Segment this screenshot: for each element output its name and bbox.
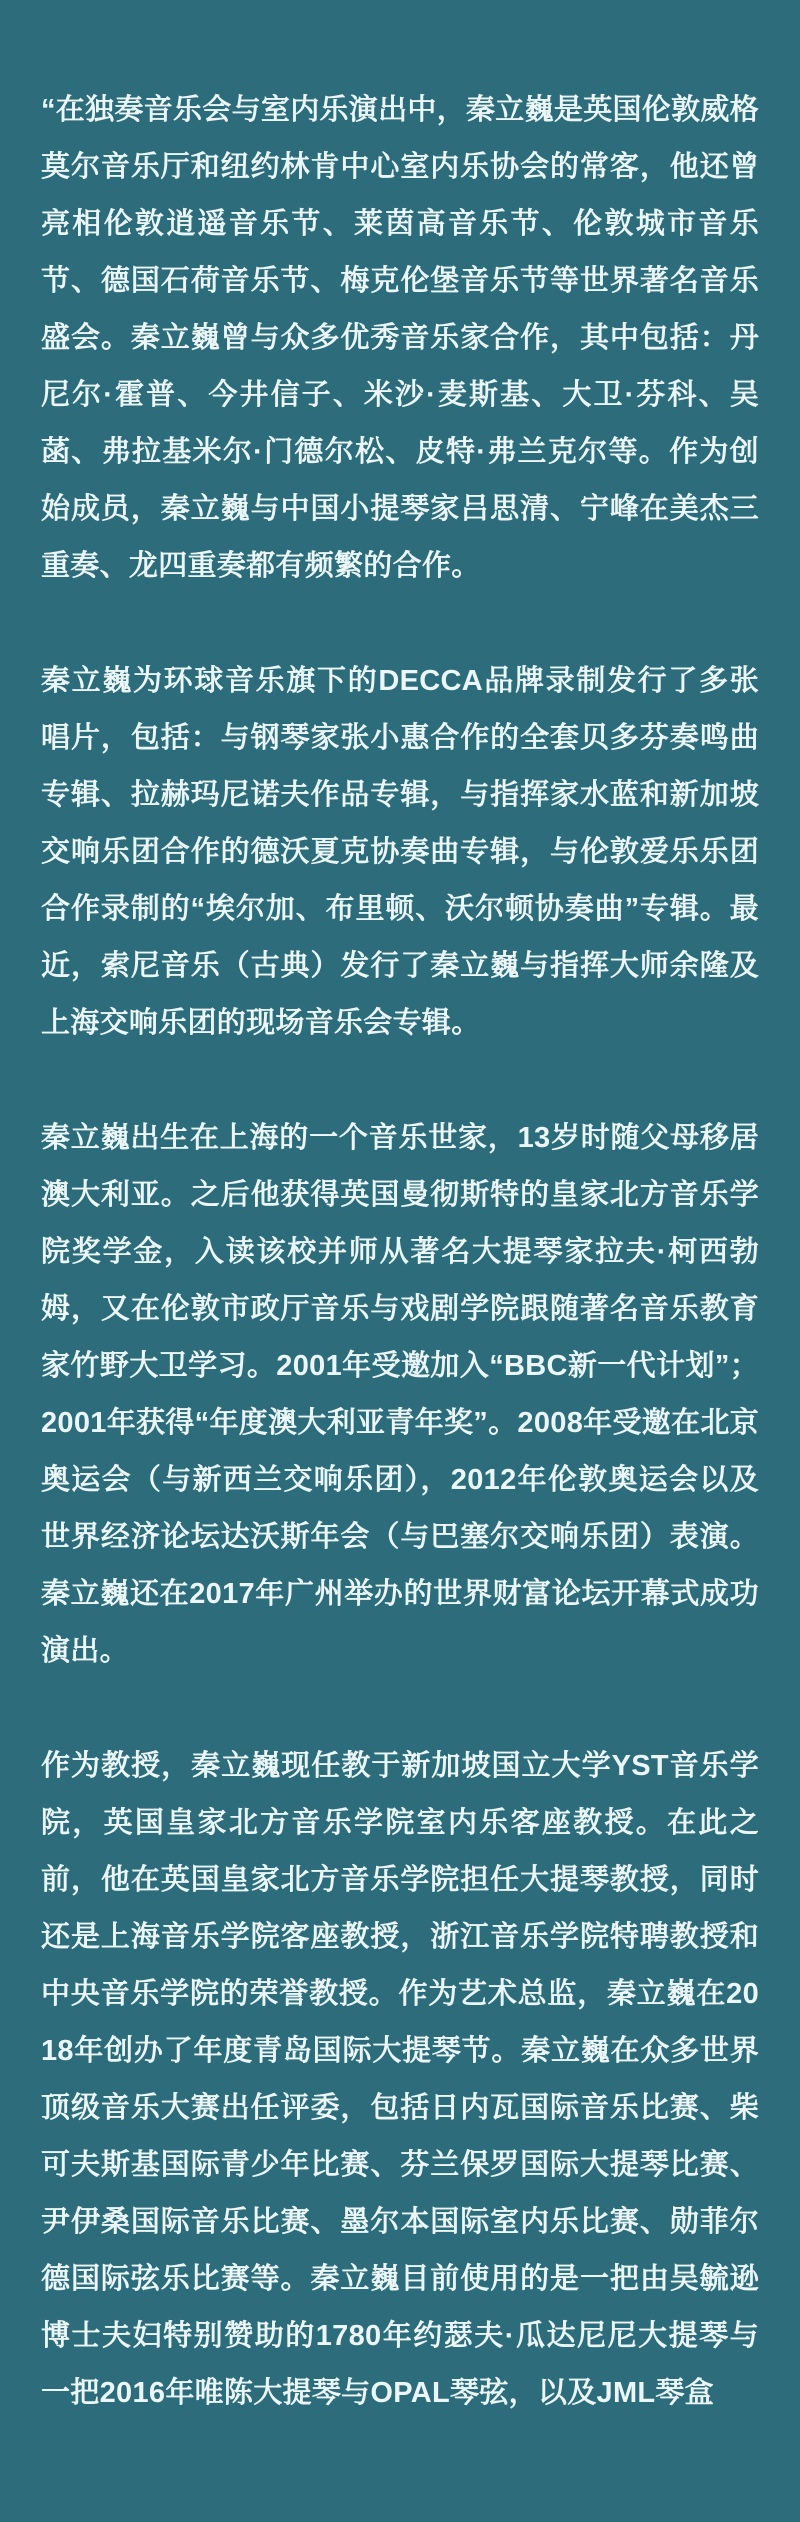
bio-paragraph-professorship: 作为教授，秦立巍现任教于新加坡国立大学YST音乐学院，英国皇家北方音乐学院室内乐客座教授。在此之前，他在英国皇家北方音乐学院担任大提琴教授，同时还是上海音乐学院客座教授，浙江音乐学院特聘教授和中央音乐学院的荣誉教授。作为艺术总监，秦立巍在2018年创办了年度青岛国际大提琴节。秦立巍在众多世界顶级音乐大赛出任评委，包括日内瓦国际音乐比赛、柴可夫斯基国际青少年比赛、芬兰保罗国际大提琴比赛、尹伊桑国际音乐比赛、墨尔本国际室内乐比赛、勋菲尔德国际弦乐比赛等。秦立巍目前使用的是一把由吴毓逊博士夫妇特别赞助的1780年约瑟夫·瓜达尼尼大提琴与一把2016年唯陈大提琴与OPAL琴弦，以及JML琴盒	[41, 1750, 759, 2409]
bio-paragraph-recordings: 秦立巍为环球音乐旗下的DECCA品牌录制发行了多张唱片，包括：与钢琴家张小惠合作的全套贝多芬奏鸣曲专辑、拉赫玛尼诺夫作品专辑，与指挥家水蓝和新加坡交响乐团合作的德沃夏克协奏曲专辑，与伦敦爱乐乐团合作录制的“埃尔加、布里顿、沃尔顿协奏曲”专辑。最近，索尼音乐（古典）发行了秦立巍与指挥大师余隆及上海交响乐团的现场音乐会专辑。	[41, 665, 759, 1039]
bio-paragraph-early-life: 秦立巍出生在上海的一个音乐世家，13岁时随父母移居澳大利亚。之后他获得英国曼彻斯特的皇家北方音乐学院奖学金，入读该校并师从著名大提琴家拉夫·柯西勃姆，又在伦敦市政厅音乐与戏剧学院跟随著名音乐教育家竹野大卫学习。2001年受邀加入“BBC新一代计划”；2001年获得“年度澳大利亚青年奖”。2008年受邀在北京奥运会（与新西兰交响乐团），2012年伦敦奥运会以及世界经济论坛达沃斯年会（与巴塞尔交响乐团）表演。秦立巍还在2017年广州举办的世界财富论坛开幕式成功演出。	[41, 1122, 759, 1667]
bio-paragraph-performances: “在独奏音乐会与室内乐演出中，秦立巍是英国伦敦威格莫尔音乐厅和纽约林肯中心室内乐协会的常客，他还曾亮相伦敦逍遥音乐节、莱茵高音乐节、伦敦城市音乐节、德国石荷音乐节、梅克伦堡音乐节等世界著名音乐盛会。秦立巍曾与众多优秀音乐家合作，其中包括：丹尼尔·霍普、今井信子、米沙·麦斯基、大卫·芬科、吴菡、弗拉基米尔·门德尔松、皮特·弗兰克尔等。作为创始成员，秦立巍与中国小提琴家吕思清、宁峰在美杰三重奏、龙四重奏都有频繁的合作。	[41, 94, 760, 582]
